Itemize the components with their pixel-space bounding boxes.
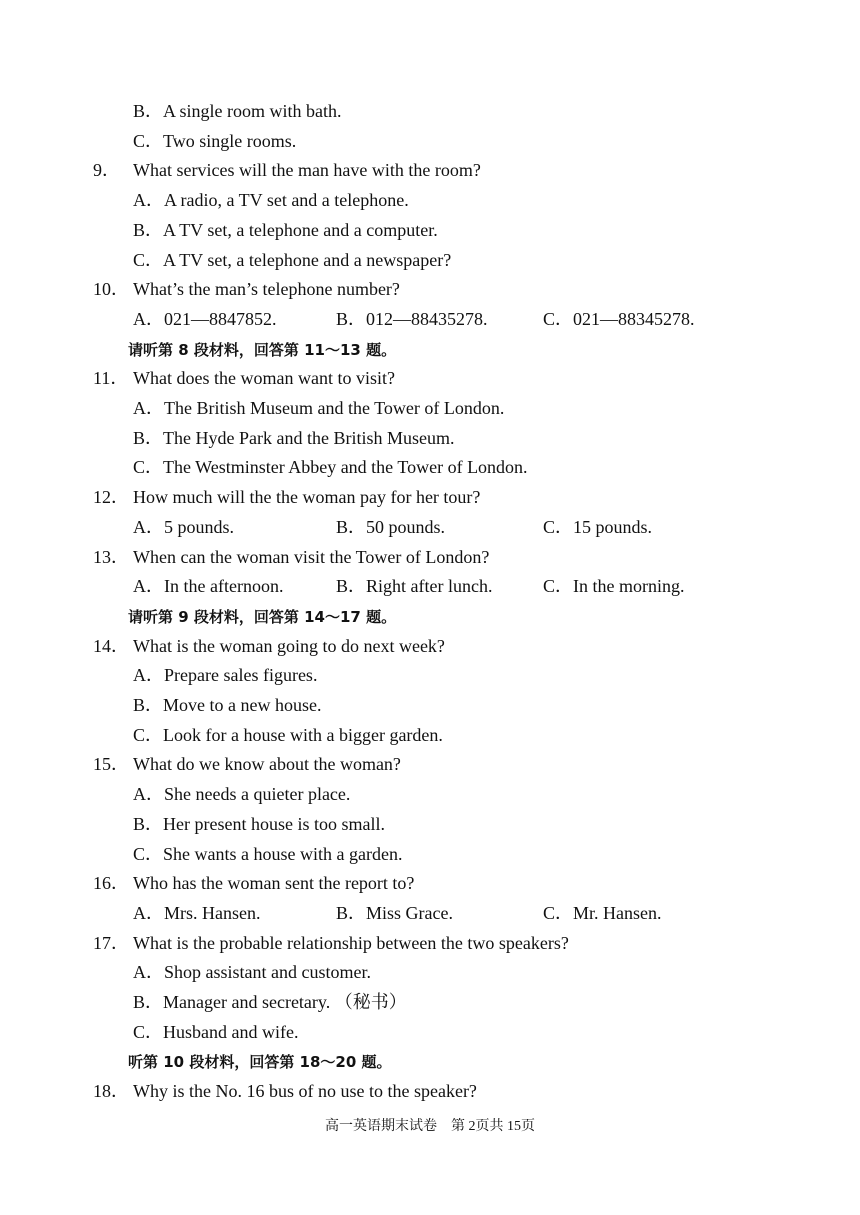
question-number: 13． — [93, 547, 129, 567]
question-number: 9． — [93, 160, 120, 180]
section-instruction: 请听第 8 段材料，回答第 11～13 题。 — [128, 341, 397, 359]
answer-option: B．The Hyde Park and the British Museum. — [133, 428, 455, 448]
answer-option: B．A TV set, a telephone and a computer. — [133, 220, 438, 240]
answer-option: C．Husband and wife. — [133, 1022, 299, 1042]
answer-option: C．Look for a house with a bigger garden. — [133, 725, 443, 745]
question-text: What’s the man’s telephone number? — [133, 279, 400, 299]
answer-option-a: A．In the afternoon. — [133, 576, 284, 596]
question-number: 12． — [93, 487, 129, 507]
question-number: 17． — [93, 933, 129, 953]
question-text: What services will the man have with the room? — [133, 160, 481, 180]
answer-option-a: A．Mrs. Hansen. — [133, 903, 261, 923]
answer-option-b: B．012—88435278. — [336, 309, 488, 329]
answer-option-a: A．5 pounds. — [133, 517, 235, 537]
answer-option-b: B．50 pounds. — [336, 517, 446, 537]
question-number: 11． — [93, 368, 129, 388]
answer-option: A．Shop assistant and customer. — [133, 962, 371, 982]
question-text: What is the woman going to do next week? — [133, 636, 445, 656]
question-number: 14． — [93, 636, 129, 656]
answer-option: B．Manager and secretary. （秘书） — [133, 992, 407, 1012]
answer-option-c: C．Mr. Hansen. — [543, 903, 662, 923]
answer-option: B．Her present house is too small. — [133, 814, 385, 834]
question-text: Who has the woman sent the report to? — [133, 873, 415, 893]
question-number: 10． — [93, 279, 129, 299]
answer-option-c: C．15 pounds. — [543, 517, 653, 537]
question-number: 16． — [93, 873, 129, 893]
answer-option: A．The British Museum and the Tower of London. — [133, 398, 505, 418]
answer-option: A．She needs a quieter place. — [133, 784, 351, 804]
answer-option-a: A．021—8847852. — [133, 309, 277, 329]
answer-option: B．A single room with bath. — [133, 101, 342, 121]
answer-option: A．A radio, a TV set and a telephone. — [133, 190, 409, 210]
section-instruction: 请听第 9 段材料，回答第 14～17 题。 — [128, 608, 397, 626]
answer-option: B．Move to a new house. — [133, 695, 322, 715]
question-text: What do we know about the woman? — [133, 754, 401, 774]
answer-option: C．The Westminster Abbey and the Tower of London. — [133, 457, 528, 477]
question-text: Why is the No. 16 bus of no use to the speaker? — [133, 1081, 477, 1101]
question-text: What does the woman want to visit? — [133, 368, 395, 388]
answer-option-b: B．Right after lunch. — [336, 576, 493, 596]
question-number: 18． — [93, 1081, 129, 1101]
answer-option: A．Prepare sales figures. — [133, 665, 318, 685]
answer-option: C．She wants a house with a garden. — [133, 844, 403, 864]
question-number: 15． — [93, 754, 129, 774]
answer-option-c: C．021—88345278. — [543, 309, 695, 329]
section-instruction: 听第 10 段材料，回答第 18～20 题。 — [128, 1053, 392, 1071]
question-text: How much will the the woman pay for her tour? — [133, 487, 481, 507]
answer-option: C．Two single rooms. — [133, 131, 297, 151]
page-footer: 高一英语期末试卷 第 2页共 15页 — [325, 1119, 535, 1134]
answer-option-b: B．Miss Grace. — [336, 903, 453, 923]
question-text: What is the probable relationship between the two speakers? — [133, 933, 569, 953]
answer-option: C．A TV set, a telephone and a newspaper? — [133, 250, 452, 270]
question-text: When can the woman visit the Tower of London? — [133, 547, 490, 567]
answer-option-c: C．In the morning. — [543, 576, 685, 596]
